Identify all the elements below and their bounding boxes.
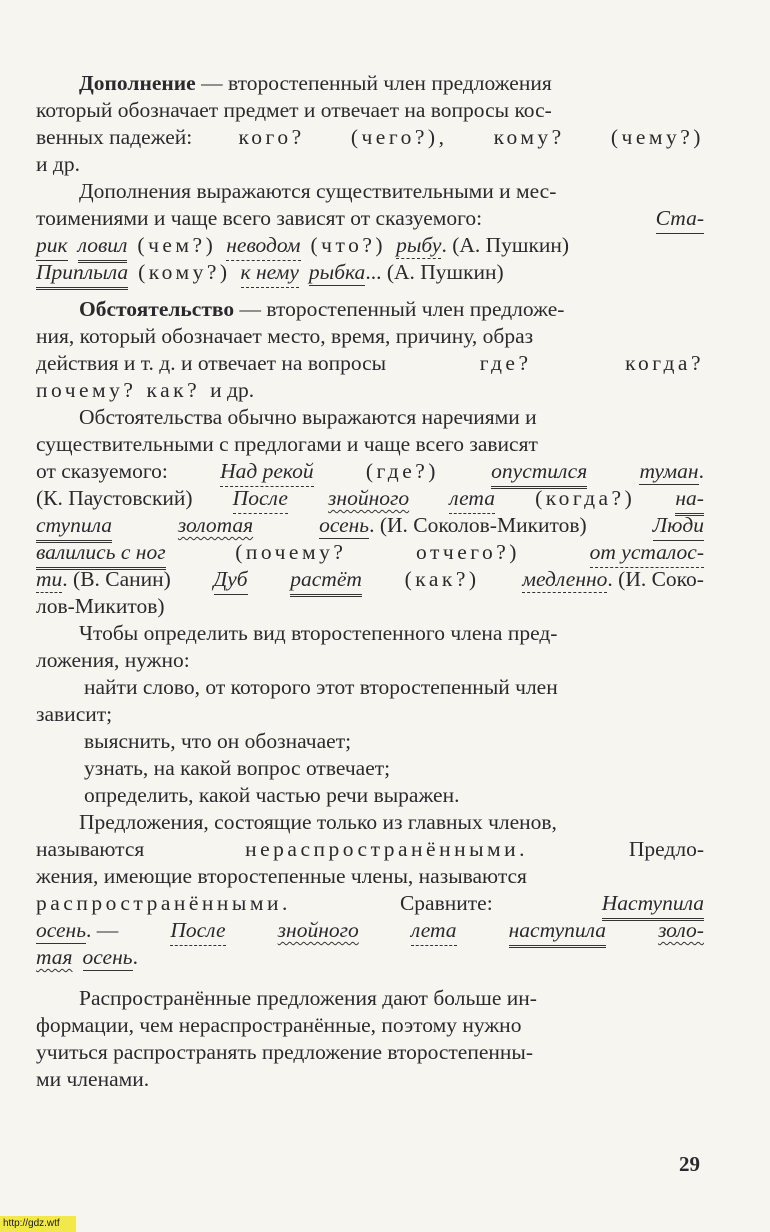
watermark-link[interactable]: http://gdz.wtf	[0, 1216, 76, 1232]
question-word: где?	[479, 351, 532, 375]
text-line: Обстоятельства обычно выражаются наречиями и	[79, 405, 537, 429]
question-word: кого?	[238, 125, 305, 149]
question-word: (кому?)	[138, 260, 231, 284]
text-line: Распространённые предложения дают больше ин-	[79, 986, 537, 1010]
example-predicate: Приплыла	[36, 259, 128, 290]
example-predicate: ступила	[36, 512, 112, 543]
example-attribute: знойного	[277, 918, 359, 942]
text: венных падежей:	[36, 125, 193, 149]
example-adverbial: медленно	[522, 567, 608, 591]
how-to-identify	[36, 620, 704, 971]
question-word: (почему?	[235, 540, 347, 564]
text: Сравните:	[399, 891, 493, 915]
text-line: определить, какой частью речи выражен.	[84, 783, 460, 807]
text: Предло-	[628, 837, 704, 861]
example-object: неводом	[226, 232, 300, 261]
question-word: почему?	[36, 378, 137, 402]
example-adverbial: После	[233, 485, 288, 514]
example-subject: рик	[36, 232, 68, 261]
text: .	[132, 945, 138, 969]
question-word: (чему?)	[610, 125, 704, 149]
text-line: выяснить, что он обозначает;	[84, 729, 352, 753]
source: . (В. Санин)	[62, 567, 171, 591]
text-line: ложения, нужно:	[36, 648, 190, 672]
text-line: узнать, на какой вопрос отвечает;	[84, 756, 391, 780]
example-subject: Дуб	[214, 566, 248, 595]
text: действия и т. д. и отвечает на вопросы	[36, 351, 387, 375]
example-subject: осень	[319, 513, 370, 537]
text-line: жения, имеющие второстепенные члены, называются	[36, 864, 527, 888]
example-adverbial: лета	[449, 485, 495, 514]
example-attribute: знойного	[328, 486, 410, 510]
question-word: (что?)	[310, 233, 387, 257]
definition-adverbial	[36, 296, 704, 620]
question-word: (где?)	[365, 459, 439, 483]
example-adverbial: от усталос-	[590, 539, 704, 568]
example-subject: осень	[82, 945, 133, 969]
page-number: 29	[679, 1152, 700, 1176]
text: называются	[36, 837, 145, 861]
example-predicate: растёт	[290, 566, 362, 597]
source: . (И. Соколов-Микитов)	[369, 513, 587, 537]
text-line: зависит;	[36, 702, 113, 726]
example-object: к нему	[241, 259, 299, 288]
text-line: Чтобы определить вид второстепенного члена пред-	[79, 621, 558, 645]
spaced-term: распространёнными.	[36, 891, 291, 915]
example-subject: осень	[36, 918, 87, 942]
term-object: Дополнение	[79, 71, 196, 95]
question-word: кому?	[493, 125, 565, 149]
text-line: ми членами.	[36, 1067, 150, 1091]
conclusion	[36, 985, 704, 1093]
text: и др.	[210, 378, 255, 402]
example-attribute: тая	[36, 945, 73, 969]
text-line: учиться распространять предложение второстепенны-	[36, 1040, 534, 1064]
source: . (И. Соко-	[607, 567, 704, 591]
example-adverbial: ти	[36, 567, 63, 591]
example-subject: туман	[639, 459, 699, 483]
text-line: ния, который обозначает место, время, причину, образ	[36, 324, 534, 348]
text-line: и др.	[36, 152, 80, 176]
text: тоимениями и чаще всего зависят от сказуемого:	[36, 206, 483, 230]
example-object: рыбу	[396, 233, 442, 257]
question-word: (как?)	[404, 567, 480, 591]
example-predicate: опустился	[491, 458, 587, 489]
term-adverbial: Обстоятельство	[79, 297, 235, 321]
definition-object	[36, 70, 704, 286]
example-subject: Ста-	[656, 205, 704, 234]
text-line: лов-Микитов)	[36, 594, 165, 618]
text-line: Предложения, состоящие только из главных членов,	[79, 810, 557, 834]
question-word: (когда?)	[535, 486, 636, 510]
source: (К. Паустовский)	[36, 486, 193, 510]
text: — второстепенный член предложе-	[234, 297, 565, 321]
question-word: как?	[146, 378, 201, 402]
text-line: найти слово, от которого этот второстепенный член	[84, 675, 558, 699]
example-adverbial: лета	[411, 917, 457, 946]
example-predicate: валились с ног	[36, 539, 166, 570]
text-line: который обозначает предмет и отвечает на вопросы кос-	[36, 98, 552, 122]
text: . —	[86, 918, 119, 942]
example-subject: рыбка	[308, 260, 366, 284]
example-attribute: золо-	[658, 918, 704, 942]
source: . (А. Пушкин)	[441, 233, 570, 257]
text: от сказуемого:	[36, 459, 168, 483]
example-predicate: наступила	[509, 917, 606, 948]
spaced-term: нераспространёнными.	[245, 837, 529, 861]
example-adverbial: После	[170, 917, 225, 946]
text-line: формации, чем нераспространённые, поэтому нужно	[36, 1013, 522, 1037]
example-adverbial: Над рекой	[220, 458, 314, 487]
example-attribute: золотая	[177, 513, 254, 537]
question-word: (чем?)	[137, 233, 217, 257]
question-word: (чего?),	[350, 125, 448, 149]
example-subject: Люди	[653, 512, 704, 541]
text-line: существительными с предлогами и чаще всего зависят	[36, 432, 538, 456]
text-line: Дополнения выражаются существительными и мес-	[79, 179, 557, 203]
question-word: отчего?)	[416, 540, 520, 564]
text: .	[698, 459, 704, 483]
question-word: когда?	[625, 351, 704, 375]
textbook-page	[36, 70, 704, 1093]
source: ... (А. Пушкин)	[365, 260, 504, 284]
example-predicate: Наступила	[602, 890, 704, 921]
example-predicate: ловил	[78, 232, 128, 263]
example-predicate: на-	[675, 485, 704, 516]
text: — второстепенный член предложения	[195, 71, 552, 95]
